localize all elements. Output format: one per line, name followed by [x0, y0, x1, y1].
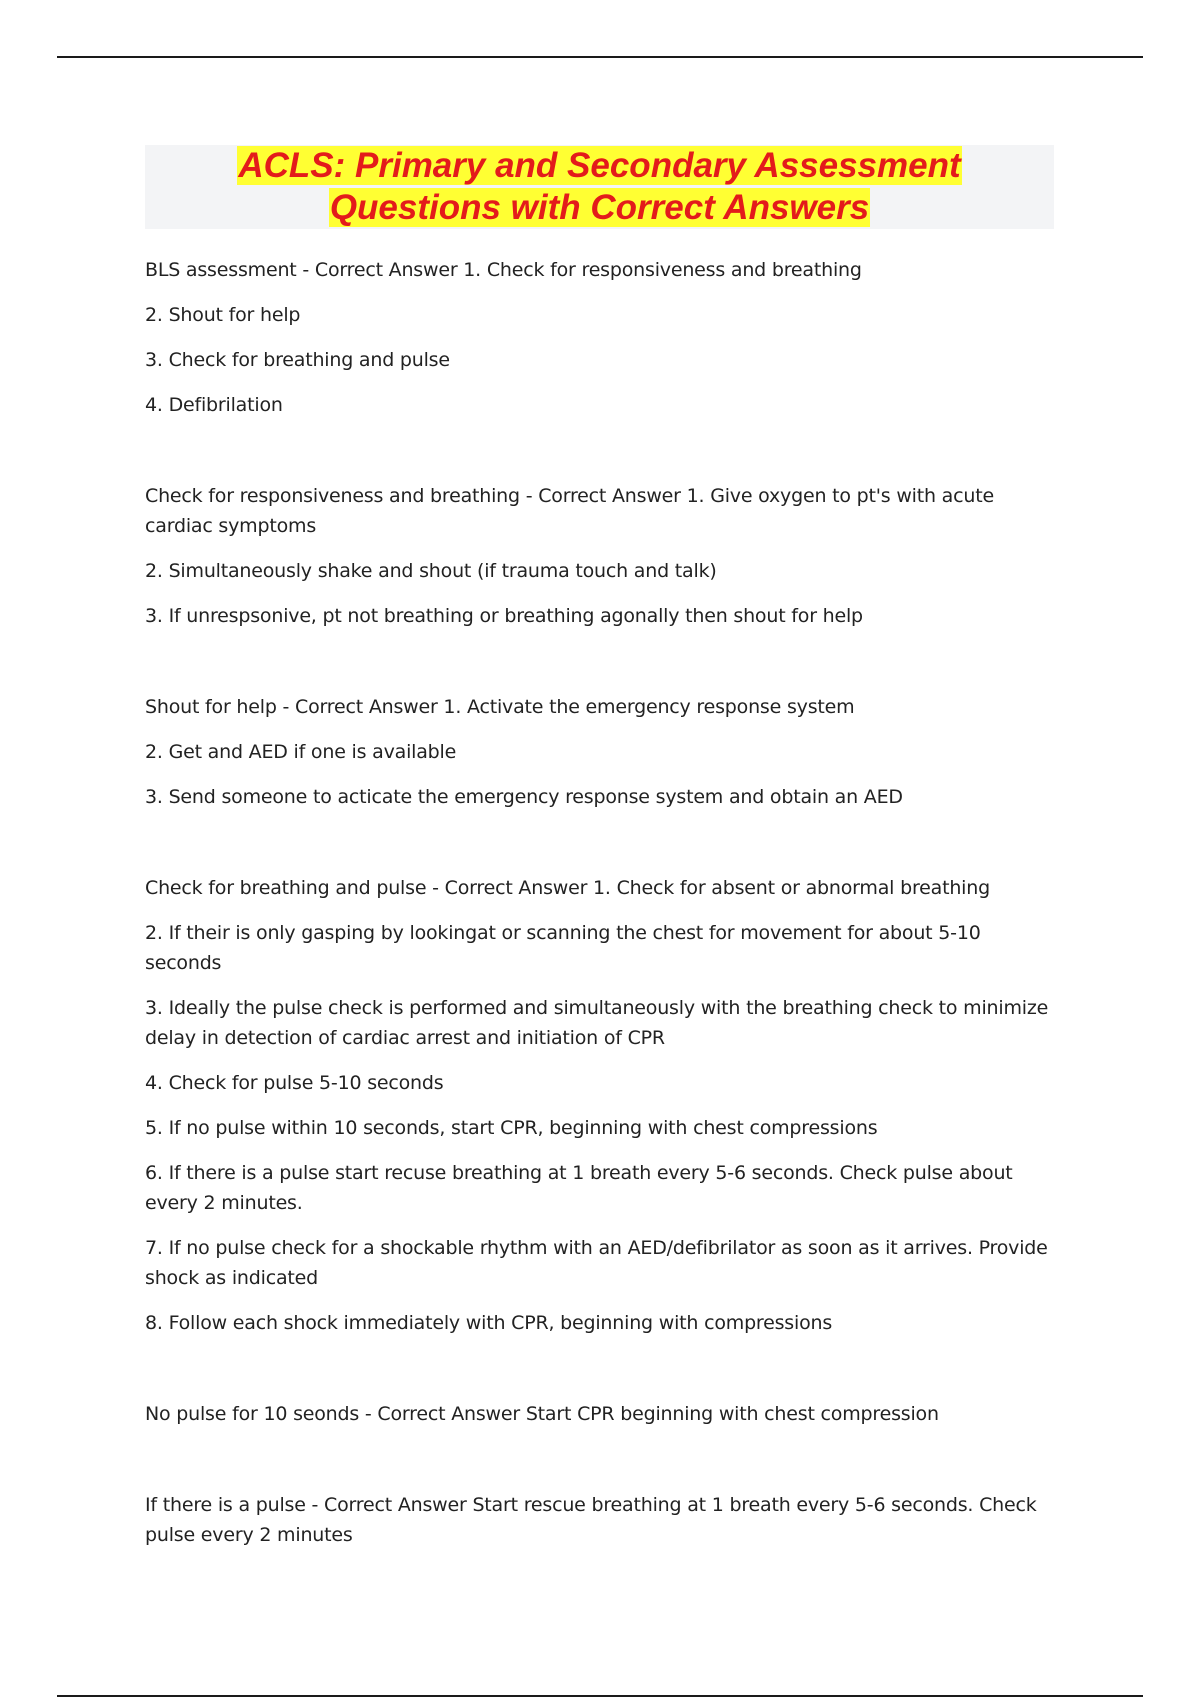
qa-paragraph: No pulse for 10 seonds - Correct Answer Start CPR beginning with chest compression [145, 1403, 939, 1425]
title-line-1: ACLS: Primary and Secondary Assessment [238, 146, 961, 185]
qa-paragraph: If there is a pulse - Correct Answer Start rescue breathing at 1 breath every 5-6 seconds. Check pulse every 2 minutes [145, 1494, 1037, 1546]
qa-paragraph: 3. If unrespsonive, pt not breathing or breathing agonally then shout for help [145, 605, 863, 627]
qa-paragraph: 2. Simultaneously shake and shout (if trauma touch and talk) [145, 560, 717, 582]
qa-paragraph: 2. Shout for help [145, 304, 301, 326]
qa-paragraph: 6. If there is a pulse start recuse breathing at 1 breath every 5-6 seconds. Check pulse about every 2 minutes. [145, 1162, 1013, 1214]
title-banner [145, 145, 1054, 229]
qa-paragraph: 2. If their is only gasping by lookingat or scanning the chest for movement for about 5-10 seconds [145, 922, 981, 974]
qa-paragraph: Check for responsiveness and breathing - Correct Answer 1. Give oxygen to pt's with acute cardiac symptoms [145, 485, 994, 537]
qa-paragraph: 7. If no pulse check for a shockable rhythm with an AED/defibrilator as soon as it arrives. Provide shock as indicated [145, 1237, 1048, 1289]
qa-paragraph: 3. Check for breathing and pulse [145, 349, 450, 371]
section-spacer [145, 1353, 1055, 1399]
section-spacer [145, 1444, 1055, 1490]
section-spacer [145, 435, 1055, 481]
qa-paragraph: 4. Defibrilation [145, 394, 283, 416]
qa-paragraph: Check for breathing and pulse - Correct Answer 1. Check for absent or abnormal breathing [145, 877, 990, 899]
section-spacer [145, 827, 1055, 873]
qa-paragraph: 3. Send someone to acticate the emergency response system and obtain an AED [145, 786, 903, 808]
qa-paragraph: BLS assessment - Correct Answer 1. Check for responsiveness and breathing [145, 259, 862, 281]
section-spacer [145, 646, 1055, 692]
bottom-rule [57, 1695, 1143, 1697]
document-body [145, 255, 1055, 1565]
top-rule [57, 56, 1143, 58]
qa-paragraph: 4. Check for pulse 5-10 seconds [145, 1072, 444, 1094]
qa-paragraph: Shout for help - Correct Answer 1. Activate the emergency response system [145, 696, 855, 718]
qa-paragraph: 3. Ideally the pulse check is performed and simultaneously with the breathing check to minimize delay in detection of cardiac arrest and initiation of CPR [145, 997, 1049, 1049]
qa-paragraph: 8. Follow each shock immediately with CPR, beginning with compressions [145, 1312, 833, 1334]
qa-paragraph: 2. Get and AED if one is available [145, 741, 457, 763]
title-line-2: Questions with Correct Answers [329, 188, 870, 227]
qa-paragraph: 5. If no pulse within 10 seconds, start CPR, beginning with chest compressions [145, 1117, 878, 1139]
